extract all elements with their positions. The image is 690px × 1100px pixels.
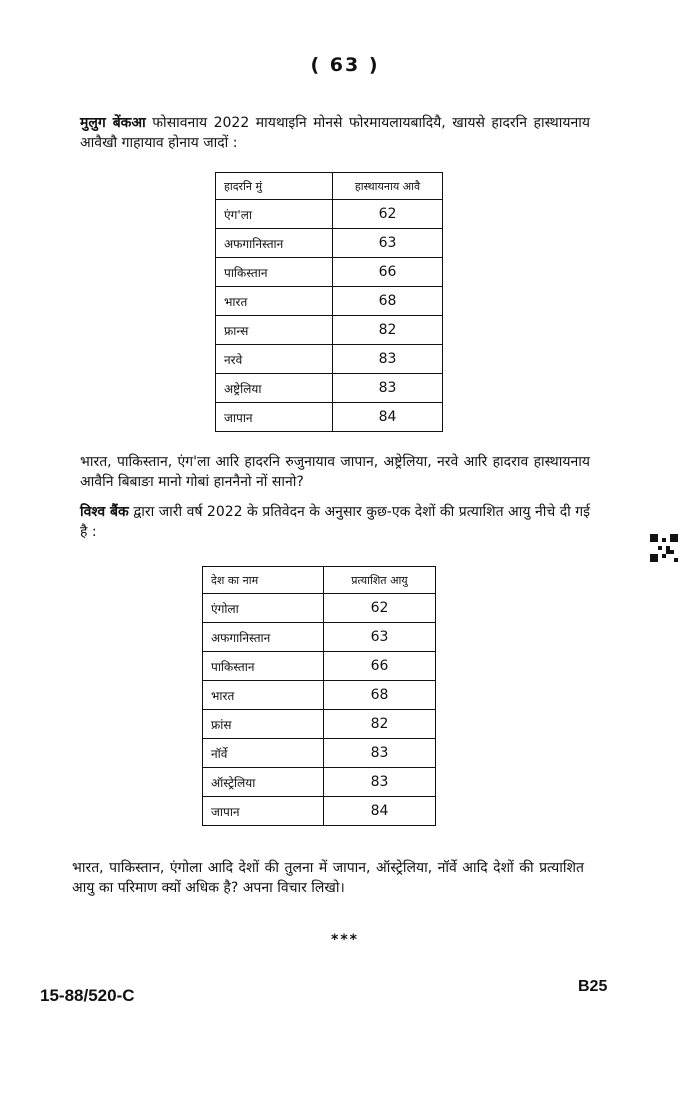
bodo-question: भारत, पाकिस्तान, एंग'ला आरि हादरनि रुजुनायाव जापान, अष्ट्रेलिया, नरवे आरि हादराव हास्थायनाय आवैनि बिबाङा मानो गोबां हाननैनो नों सानो? [80, 454, 590, 490]
life-expectancy-value: 83 [333, 345, 443, 374]
country-name: पाकिस्तान [203, 652, 324, 681]
bodo-intro [80, 113, 590, 153]
hindi-intro-bold: विश्व बैंक [80, 504, 129, 520]
life-expectancy-value: 83 [333, 374, 443, 403]
bodo-life-expectancy-table [215, 172, 443, 432]
country-name: पाकिस्तान [216, 258, 333, 287]
table-row [203, 710, 436, 739]
end-stars: *** [331, 932, 359, 948]
country-name: ऑस्ट्रेलिया [203, 768, 324, 797]
header-country: हादरनि मुं [216, 173, 333, 200]
hindi-life-expectancy-table [202, 566, 436, 826]
header-life-expectancy: हास्थायनाय आवै [333, 173, 443, 200]
table-row [203, 594, 436, 623]
country-name: जापान [216, 403, 333, 432]
life-expectancy-value: 68 [324, 681, 436, 710]
life-expectancy-value: 84 [324, 797, 436, 826]
table-row [216, 316, 443, 345]
country-name: फ्रान्स [216, 316, 333, 345]
table-row [216, 229, 443, 258]
table-row [216, 258, 443, 287]
country-name: अफगानिस्तान [216, 229, 333, 258]
life-expectancy-value: 66 [324, 652, 436, 681]
life-expectancy-value: 82 [333, 316, 443, 345]
table-header-row [203, 567, 436, 594]
page-number: ( 63 ) [310, 54, 380, 76]
country-name: नरवे [216, 345, 333, 374]
paper-code: 15-88/520-C [40, 986, 135, 1005]
country-name: अफगानिस्तान [203, 623, 324, 652]
table-row [203, 652, 436, 681]
header-life-expectancy: प्रत्याशित आयु [324, 567, 436, 594]
table-row [216, 374, 443, 403]
life-expectancy-value: 83 [324, 739, 436, 768]
country-name: जापान [203, 797, 324, 826]
header-country: देश का नाम [203, 567, 324, 594]
table-row [203, 739, 436, 768]
life-expectancy-value: 66 [333, 258, 443, 287]
bodo-intro-text: फोसावनाय 2022 मायथाइनि मोनसे फोरमायलायबादियै, खायसे हादरनि हास्थायनाय आवैखौ गाहायाव होनाय जादों : [80, 115, 590, 151]
hindi-intro-text: द्वारा जारी वर्ष 2022 के प्रतिवेदन के अनुसार कुछ-एक देशों की प्रत्याशित आयु नीचे दी गई है : [80, 504, 590, 540]
qr-code-icon [650, 534, 678, 562]
table-header-row [216, 173, 443, 200]
country-name: भारत [216, 287, 333, 316]
country-name: नॉर्वे [203, 739, 324, 768]
table-row [216, 403, 443, 432]
life-expectancy-value: 63 [324, 623, 436, 652]
country-name: एंगोला [203, 594, 324, 623]
country-name: फ्रांस [203, 710, 324, 739]
life-expectancy-value: 63 [333, 229, 443, 258]
hindi-question: भारत, पाकिस्तान, एंगोला आदि देशों की तुलना में जापान, ऑस्ट्रेलिया, नॉर्वे आदि देशों की प्रत्याशित आयु का परिमाण क्यों अधिक है? अपना विचार लिखो। [72, 860, 584, 896]
table-row [216, 287, 443, 316]
life-expectancy-value: 68 [333, 287, 443, 316]
table-row [203, 797, 436, 826]
country-name: भारत [203, 681, 324, 710]
hindi-intro [80, 502, 590, 542]
life-expectancy-value: 82 [324, 710, 436, 739]
table-row [203, 768, 436, 797]
table-row [203, 681, 436, 710]
table-row [216, 200, 443, 229]
life-expectancy-value: 62 [333, 200, 443, 229]
table-row [203, 623, 436, 652]
booklet-code: B25 [578, 978, 608, 995]
table-row [216, 345, 443, 374]
life-expectancy-value: 83 [324, 768, 436, 797]
country-name: अष्ट्रेलिया [216, 374, 333, 403]
bodo-intro-bold: मुलुग बेंकआ [80, 115, 146, 131]
life-expectancy-value: 62 [324, 594, 436, 623]
life-expectancy-value: 84 [333, 403, 443, 432]
country-name: एंग'ला [216, 200, 333, 229]
